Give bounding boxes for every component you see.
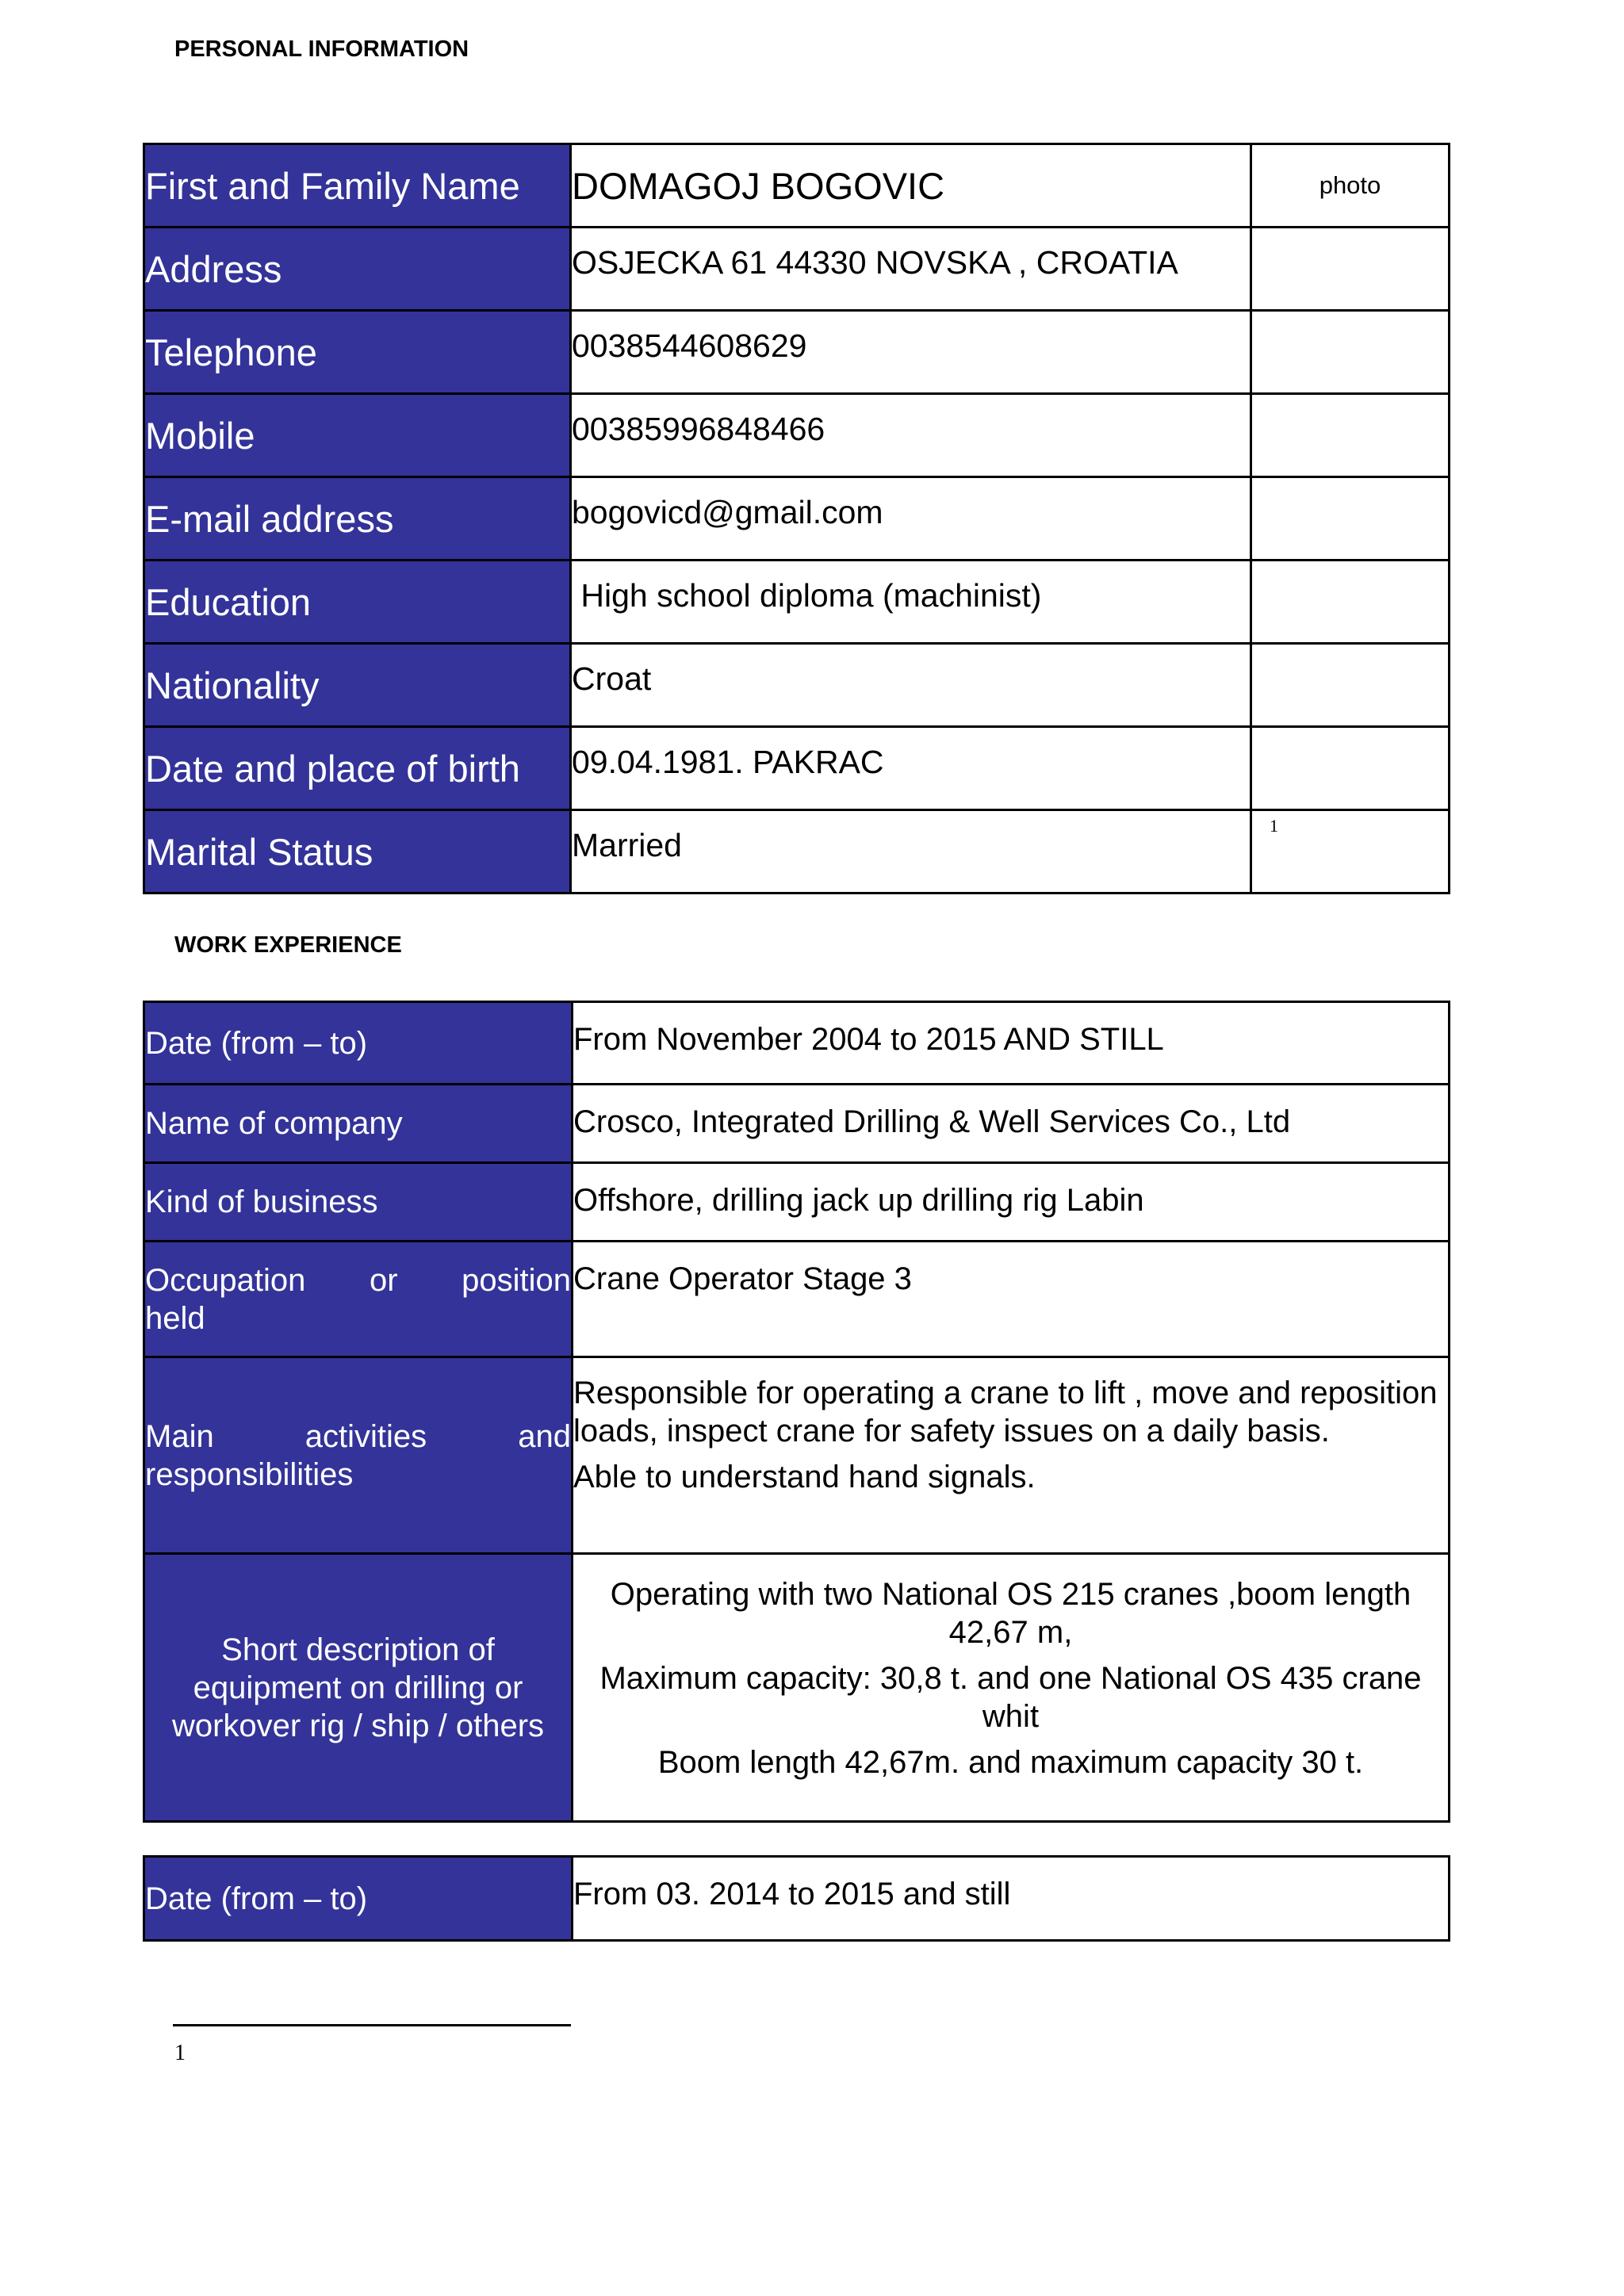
telephone-value: 0038544608629 <box>571 311 1251 394</box>
side-cell <box>1251 228 1450 311</box>
date-label: Date (from – to) <box>144 1857 573 1941</box>
side-cell <box>1251 644 1450 727</box>
personal-information-table <box>143 143 1450 894</box>
table-row <box>144 1163 1450 1242</box>
side-cell <box>1251 311 1450 394</box>
footnote-reference[interactable]: 1 <box>1270 816 1278 836</box>
mobile-label: Mobile <box>144 394 571 477</box>
table-row <box>144 311 1450 394</box>
occupation-label-line-2: held <box>145 1300 205 1336</box>
address-label: Address <box>144 228 571 311</box>
education-value: High school diploma (machinist) <box>571 561 1251 644</box>
equipment-value <box>573 1554 1450 1822</box>
table-row <box>144 1857 1450 1941</box>
birth-label: Date and place of birth <box>144 727 571 810</box>
address-value: OSJECKA 61 44330 NOVSKA , CROATIA <box>571 228 1251 311</box>
telephone-label: Telephone <box>144 311 571 394</box>
activities-value <box>573 1357 1450 1554</box>
occupation-label-line-1: Occupation or position <box>145 1262 571 1298</box>
marital-status-value: Married <box>571 810 1251 894</box>
activities-label-line-1: Main activities and <box>145 1418 571 1454</box>
personal-information-heading: PERSONAL INFORMATION <box>174 36 469 62</box>
side-cell <box>1251 727 1450 810</box>
mobile-value: 00385996848466 <box>571 394 1251 477</box>
birth-value: 09.04.1981. PAKRAC <box>571 727 1251 810</box>
company-label: Name of company <box>144 1085 573 1163</box>
activities-paragraph-2: Able to understand hand signals. <box>573 1460 1036 1494</box>
nationality-label: Nationality <box>144 644 571 727</box>
email-label: E-mail address <box>144 477 571 561</box>
table-row <box>144 1002 1450 1085</box>
date-label: Date (from – to) <box>144 1002 573 1085</box>
equipment-paragraph-3: Boom length 42,67m. and maximum capacity 30 t. <box>657 1745 1364 1780</box>
table-row <box>144 1554 1450 1822</box>
table-row <box>144 1357 1450 1554</box>
table-row <box>144 1085 1450 1163</box>
equipment-paragraph-1: Operating with two National OS 215 cranes ,boom length 42,67 m, <box>610 1577 1411 1650</box>
side-cell <box>1251 810 1450 894</box>
date-value: From 03. 2014 to 2015 and still <box>573 1857 1450 1941</box>
marital-status-label: Marital Status <box>144 810 571 894</box>
equipment-paragraph-2: Maximum capacity: 30,8 t. and one National OS 435 crane whit <box>599 1661 1422 1734</box>
activities-label-line-2: responsibilities <box>145 1456 354 1492</box>
name-label: First and Family Name <box>144 144 571 228</box>
table-row <box>144 1242 1450 1357</box>
work-experience-table-2 <box>143 1855 1450 1942</box>
occupation-label <box>144 1242 573 1357</box>
side-cell <box>1251 561 1450 644</box>
activities-label <box>144 1357 573 1554</box>
table-row <box>144 561 1450 644</box>
table-row <box>144 228 1450 311</box>
nationality-value: Croat <box>571 644 1251 727</box>
work-experience-heading: WORK EXPERIENCE <box>174 932 402 958</box>
education-label: Education <box>144 561 571 644</box>
side-cell <box>1251 394 1450 477</box>
business-label: Kind of business <box>144 1163 573 1242</box>
table-row <box>144 144 1450 228</box>
work-experience-table <box>143 1001 1450 1823</box>
company-value: Crosco, Integrated Drilling & Well Services Co., Ltd <box>573 1085 1450 1163</box>
table-row <box>144 477 1450 561</box>
email-value: bogovicd@gmail.com <box>571 477 1251 561</box>
photo-placeholder: photo <box>1251 144 1450 228</box>
footnote: 1 <box>174 2041 186 2065</box>
business-value: Offshore, drilling jack up drilling rig Labin <box>573 1163 1450 1242</box>
activities-paragraph-1: Responsible for operating a crane to lift , move and reposition loads, inspect crane for safety issues on a daily basis. <box>573 1376 1438 1448</box>
footnote-separator <box>173 2024 571 2026</box>
name-value: DOMAGOJ BOGOVIC <box>571 144 1251 228</box>
table-row <box>144 727 1450 810</box>
date-value: From November 2004 to 2015 AND STILL <box>573 1002 1450 1085</box>
equipment-label: Short description of equipment on drilling or workover rig / ship / others <box>144 1554 573 1822</box>
side-cell <box>1251 477 1450 561</box>
table-row <box>144 644 1450 727</box>
table-row <box>144 394 1450 477</box>
occupation-value: Crane Operator Stage 3 <box>573 1242 1450 1357</box>
table-row <box>144 810 1450 894</box>
